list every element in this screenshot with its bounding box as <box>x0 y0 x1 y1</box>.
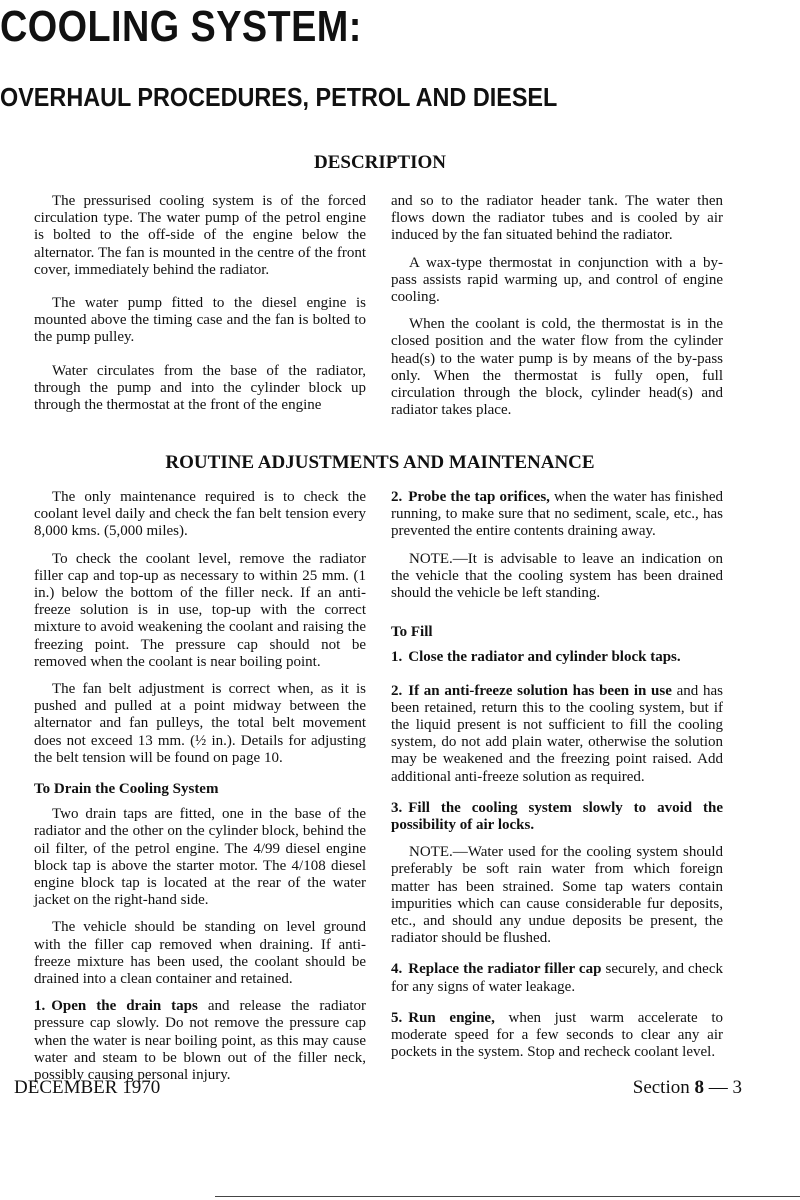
description-left-column <box>34 193 366 424</box>
step-text: and release the radiator pressure cap slowly. Do not remove the pressure cap when the water is near boiling point, as this may cause water and steam to be blown out of the filler neck, possibly causing personal injury. <box>34 998 366 1084</box>
drain-heading: To Drain the Cooling System <box>34 781 219 798</box>
paragraph: The fan belt adjustment is correct when, as it is pushed and pulled at a point midway between the alternator and fan pulleys, the total belt movement does not exceed 13 mm. (½ in.). Details for adjusting the belt tension will be found on page 10. <box>34 681 366 766</box>
page-title: COOLING SYSTEM: <box>0 2 362 51</box>
paragraph: The vehicle should be standing on level ground with the filler cap removed when draining. If anti-freeze mixture has been used, the coolant should be drained into a clean container and retained. <box>34 919 366 988</box>
page-number: — 3 <box>708 1077 742 1098</box>
paragraph: The only maintenance required is to check the coolant level daily and check the fan belt tension every 8,000 kms. (5,000 miles). <box>34 489 366 540</box>
step-number: 5. <box>391 1009 403 1026</box>
fill-step-5 <box>391 1010 723 1062</box>
paragraph: The water pump fitted to the diesel engine is mounted above the timing case and the fan is bolted to the pump pulley. <box>34 295 366 346</box>
note: NOTE.—It is advisable to leave an indication on the vehicle that the cooling system has been drained should the vehicle be left standing. <box>391 550 723 602</box>
step-text: securely, and check for any signs of water leakage. <box>391 961 723 995</box>
step-number: 2. <box>391 682 403 699</box>
paragraph: To check the coolant level, remove the radiator filler cap and top-up as necessary to within 25 mm. (1 in.) below the bottom of the filler neck. If an anti-freeze solution is in use, top-up with the correct mixture to avoid weakening the coolant and raising the freezing point. The pressure cap should not be removed when the coolant is near boiling point. <box>34 550 366 670</box>
step-title: Replace the radiator filler cap <box>408 961 602 978</box>
note: NOTE.—Water used for the cooling system should preferably be soft rain water from which foreign matter has been strained. Some tap waters contain impurities which can cause considerable fur deposits, etc., and should any undue deposits be present, the radiator should be flushed. <box>391 844 723 947</box>
step-number: 4. <box>391 961 403 978</box>
footer-section <box>633 1077 742 1099</box>
paragraph: When the coolant is cold, the thermostat is in the closed position and the water flow from the cylinder head(s) to the water pump is by means of the by-pass only. When the thermostat is fully open, full circulation through the block, cylinder head(s) and radiator takes place. <box>391 316 723 419</box>
paragraph: and so to the radiator header tank. The water then flows down the radiator tubes and is cooled by air induced by the fan situated behind the radiator. <box>391 193 723 244</box>
bottom-rule <box>215 1196 800 1197</box>
description-heading: DESCRIPTION <box>314 152 446 173</box>
step-text: when just warm accelerate to moderate speed for a few seconds to clear any air pockets in the system. Stop and recheck coolant level. <box>391 1009 724 1061</box>
paragraph: A wax-type thermostat in conjunction with a by-pass assists rapid warming up, and control of engine cooling. <box>391 254 723 306</box>
fill-step-4 <box>391 961 723 995</box>
step-number: 1. <box>34 998 46 1015</box>
routine-left-column <box>34 489 366 1094</box>
step-number: 1. <box>391 649 403 666</box>
step-text: when the water has finished running, to make sure that no sediment, scale, etc., has prevented the entire contents draining away. <box>391 489 723 540</box>
drain-step-2 <box>391 489 723 541</box>
step-title: Close the radiator and cylinder block taps. <box>408 649 681 666</box>
step-title: Probe the tap orifices, <box>408 489 550 505</box>
paragraph: Two drain taps are fitted, one in the base of the radiator and the other on the cylinder block, behind the oil filter, of the petrol engine. The 4/99 diesel engine block tap is above the starter motor. The 4/108 diesel engine block tap is located at the rear of the water jacket on the right-hand side. <box>34 806 366 909</box>
step-text: and has been retained, return this to the cooling system, but if the liquid present is not sufficient to fill the cooling system, do not add plain water, otherwise the solution may be weakened and the freezing point raised. Add additional anti-freeze solution as required. <box>391 682 723 785</box>
fill-step-2 <box>391 683 723 786</box>
step-number: 2. <box>391 489 403 505</box>
page-subtitle: OVERHAUL PROCEDURES, PETROL AND DIESEL <box>0 82 558 112</box>
paragraph: The pressurised cooling system is of the forced circulation type. The water pump of the petrol engine is bolted to the off-side of the engine below the alternator. The fan is mounted in the centre of the front cover, immediately behind the radiator. <box>34 193 366 278</box>
paragraph: Water circulates from the base of the radiator, through the pump and into the cylinder block up through the thermostat at the front of the engine <box>34 362 366 414</box>
step-title: If an anti-freeze solution has been in use <box>408 682 672 699</box>
fill-step-3 <box>391 800 723 834</box>
section-label: Section <box>632 1077 690 1098</box>
drain-step-1 <box>34 998 366 1084</box>
step-title: Fill the cooling system slowly to avoid the possibility of air locks. <box>391 799 723 834</box>
routine-heading: ROUTINE ADJUSTMENTS AND MAINTENANCE <box>165 452 595 473</box>
fill-step-1 <box>391 649 723 666</box>
description-right-column <box>391 193 723 429</box>
routine-right-column <box>391 489 723 1071</box>
footer-date: DECEMBER 1970 <box>14 1077 161 1098</box>
step-title: Run engine, <box>408 1009 495 1026</box>
step-title: Open the drain taps <box>51 998 198 1015</box>
step-number: 3. <box>391 799 403 816</box>
fill-heading: To Fill <box>391 624 433 641</box>
section-number: 8 <box>694 1077 704 1098</box>
